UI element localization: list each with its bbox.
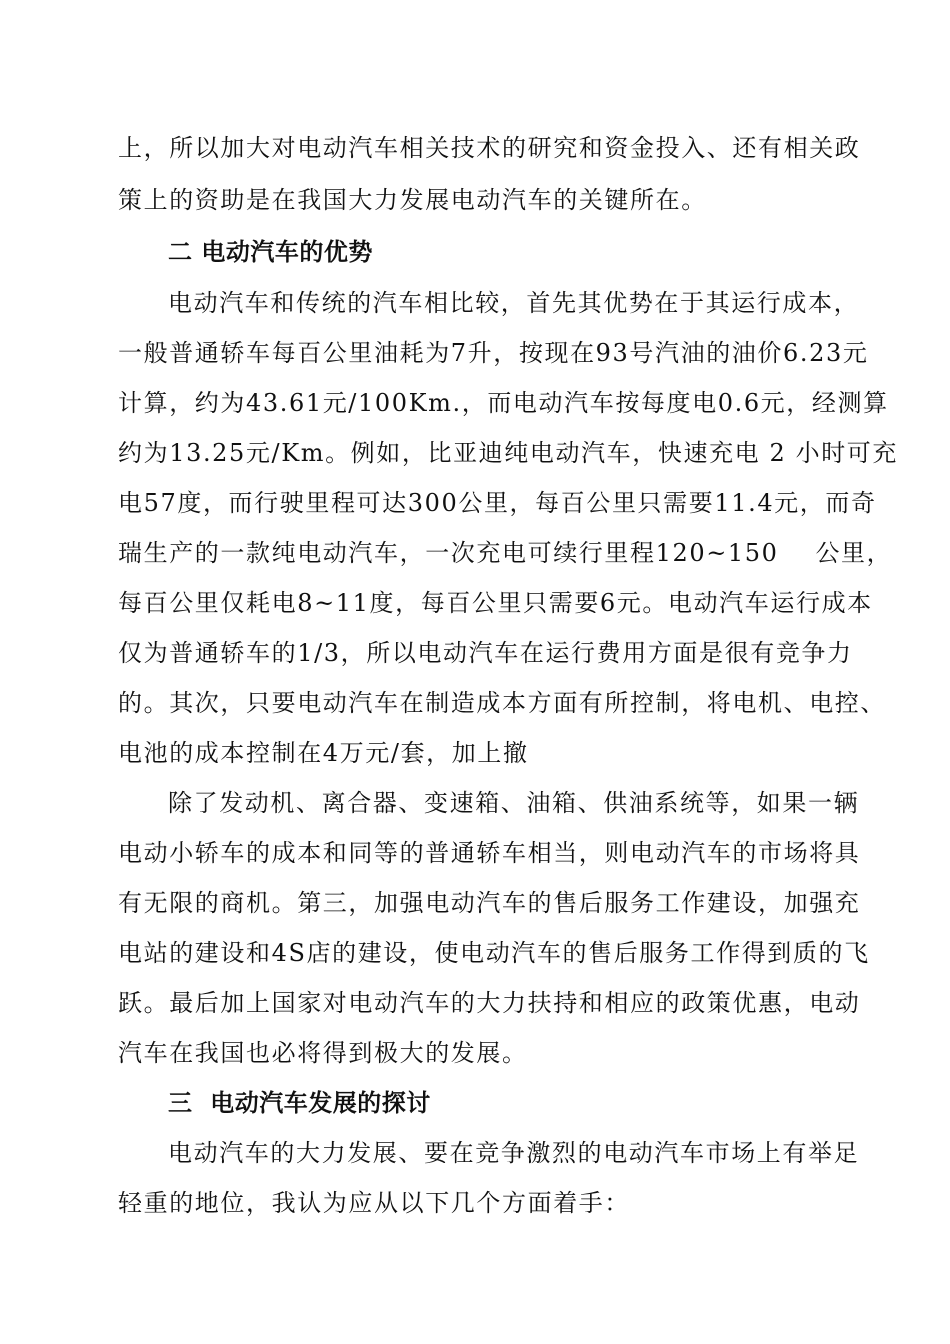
text-line: 的。其次，只要电动汽车在制造成本方面有所控制，将电机、电控、: [118, 689, 886, 717]
text-line: 电57度，而行驶里程可达300公里，每百公里只需要11.4元，而奇: [118, 489, 877, 517]
text-line: 一般普通轿车每百公里油耗为7升，按现在93号汽油的油价6.23元: [118, 339, 869, 367]
text-line: 轻重的地位，我认为应从以下几个方面着手：: [118, 1189, 630, 1217]
text-line: 汽车在我国也必将得到极大的发展。: [118, 1039, 528, 1067]
section-heading-discussion: 三 电动汽车发展的探讨: [168, 1089, 431, 1117]
text-line: 策上的资助是在我国大力发展电动汽车的关键所在。: [118, 186, 707, 214]
text-line: 计算，约为43.61元/100Km.，而电动汽车按每度电0.6元，经测算: [118, 389, 889, 417]
text-line: 电站的建设和4S店的建设，使电动汽车的售后服务工作得到质的飞: [118, 939, 870, 967]
text-line: 约为13.25元/Km。例如，比亚迪纯电动汽车，快速充电 2 小时可充: [118, 439, 899, 467]
text-line: 仅为普通轿车的1/3，所以电动汽车在运行费用方面是很有竞争力: [118, 639, 853, 667]
text-line: 电动汽车和传统的汽车相比较，首先其优势在于其运行成本，: [168, 289, 860, 317]
text-line: 除了发动机、离合器、变速箱、油箱、供油系统等，如果一辆: [168, 789, 860, 817]
text-line: 跃。最后加上国家对电动汽车的大力扶持和相应的政策优惠，电动: [118, 989, 861, 1017]
text-line: 瑞生产的一款纯电动汽车，一次充电可续行里程120~150 公里，: [118, 539, 893, 567]
text-line: 电动小轿车的成本和同等的普通轿车相当，则电动汽车的市场将具: [118, 839, 861, 867]
text-line: 上，所以加大对电动汽车相关技术的研究和资金投入、还有相关政: [118, 134, 861, 162]
text-line: 每百公里仅耗电8~11度，每百公里只需要6元。电动汽车运行成本: [118, 589, 873, 617]
text-line: 有无限的商机。第三，加强电动汽车的售后服务工作建设，加强充: [118, 889, 861, 917]
text-line: 电池的成本控制在4万元/套，加上撤: [118, 739, 529, 767]
section-heading-advantages: 二 电动汽车的优势: [168, 238, 373, 266]
text-line: 电动汽车的大力发展、要在竞争激烈的电动汽车市场上有举足: [168, 1139, 860, 1167]
